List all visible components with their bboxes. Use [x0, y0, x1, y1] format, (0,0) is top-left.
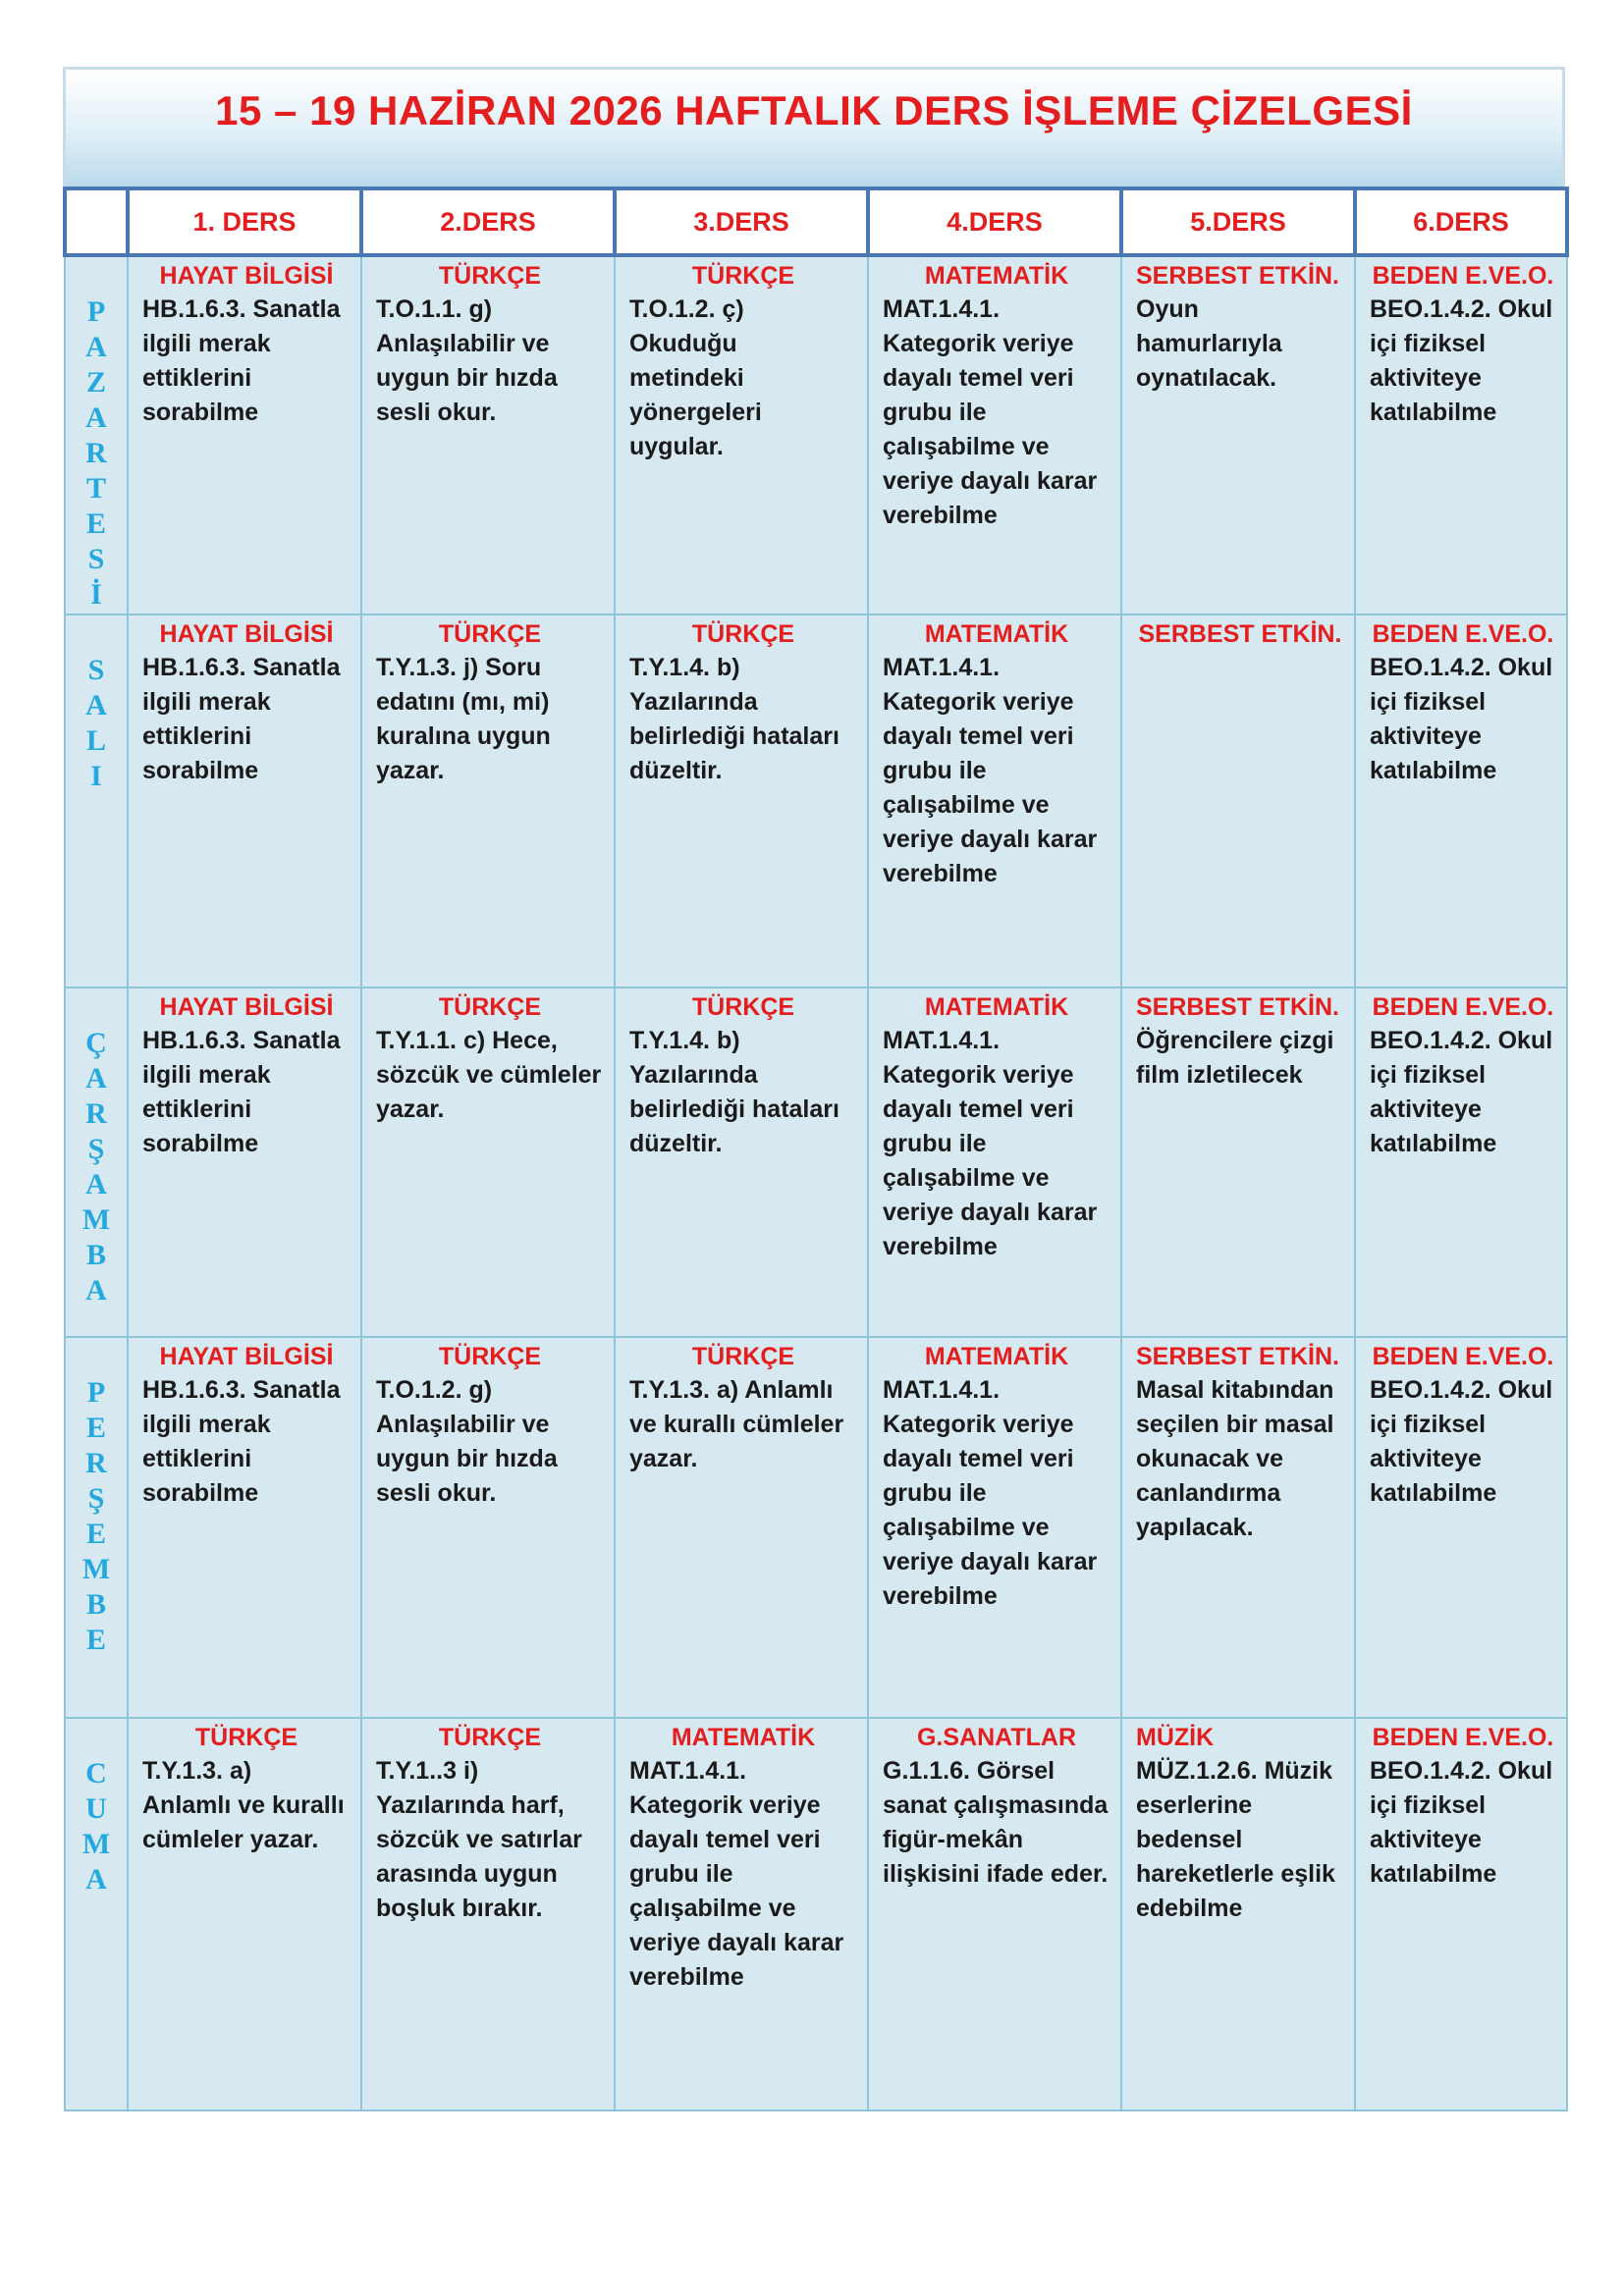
title-bar — [63, 67, 1565, 187]
lesson-subject: TÜRKÇE — [438, 1343, 542, 1370]
lesson-subject: MATEMATİK — [924, 993, 1069, 1021]
lesson-cell — [1355, 1337, 1567, 1718]
lesson-outcome: HB.1.6.3. Sanatla ilgili merak ettiklerini sorabilme — [142, 1376, 341, 1507]
lesson-cell — [1121, 614, 1355, 988]
lesson-cell — [868, 988, 1121, 1337]
lesson-subject: HAYAT BİLGİSİ — [159, 993, 334, 1021]
day-letter: M — [81, 1828, 111, 1860]
day-letter: A — [85, 1168, 107, 1201]
lesson-outcome: BEO.1.4.2. Okul içi fiziksel aktiviteye katılabilme — [1370, 1757, 1553, 1888]
lesson-outcome: Masal kitabından seçilen bir masal okunacak ve canlandırma yapılacak. — [1136, 1376, 1334, 1541]
page-title: 15 – 19 HAZİRAN 2026 HAFTALIK DERS İŞLEME ÇİZELGESİ — [215, 87, 1413, 133]
lesson-subject: TÜRKÇE — [438, 1724, 542, 1751]
lesson-outcome: G.1.1.6. Görsel sanat çalışmasında figür-mekân ilişkisini ifade eder. — [883, 1757, 1109, 1888]
day-letter: B — [85, 1588, 106, 1621]
day-letter: Ş — [87, 1482, 105, 1515]
day-name — [66, 988, 127, 1308]
day-letter: A — [85, 401, 107, 434]
lesson-subject: BEDEN E.VE.O. — [1372, 1343, 1554, 1370]
lesson-subject: BEDEN E.VE.O. — [1372, 262, 1554, 290]
lesson-subject: BEDEN E.VE.O. — [1372, 620, 1554, 648]
day-letter: M — [81, 1553, 111, 1585]
day-letter: A — [85, 331, 107, 363]
day-row — [65, 1337, 1567, 1718]
day-name-cell — [65, 255, 128, 614]
lesson-outcome: T.O.1.1. g) Anlaşılabilir ve uygun bir hızda sesli okur. — [376, 295, 558, 426]
lesson-cell — [615, 1337, 868, 1718]
day-name-cell — [65, 988, 128, 1337]
lesson-cell — [615, 988, 868, 1337]
day-name-cell — [65, 614, 128, 988]
day-letter: E — [85, 1624, 106, 1656]
corner-cell — [65, 188, 128, 255]
day-letter: A — [85, 689, 107, 721]
day-letter: R — [85, 1447, 107, 1479]
lesson-outcome: Öğrencilere çizgi film izletilecek — [1136, 1027, 1334, 1089]
lesson-cell — [361, 988, 615, 1337]
lesson-cell — [1355, 1718, 1567, 2110]
lesson-subject: TÜRKÇE — [194, 1724, 298, 1751]
lesson-outcome: T.O.1.2. ç) Okuduğu metindeki yönergeleri uygular. — [629, 295, 762, 460]
header-lesson-4: 4.DERS — [868, 188, 1121, 255]
lesson-outcome: T.Y.1.3. a) Anlamlı ve kurallı cümleler yazar. — [629, 1376, 844, 1472]
day-letter: S — [87, 543, 105, 575]
lesson-subject: SERBEST ETKİN. — [1136, 993, 1339, 1021]
lesson-outcome: BEO.1.4.2. Okul içi fiziksel aktiviteye katılabilme — [1370, 654, 1553, 784]
lesson-outcome: MAT.1.4.1. Kategorik veriye dayalı temel veri grubu ile çalışabilme ve veriye dayalı karar verebilme — [883, 1027, 1098, 1260]
lesson-outcome: T.Y.1.3. a) Anlamlı ve kurallı cümleler yazar. — [142, 1757, 345, 1853]
lesson-cell — [868, 614, 1121, 988]
lesson-outcome: T.Y.1.1. c) Hece, sözcük ve cümleler yazar. — [376, 1027, 602, 1123]
lesson-subject: TÜRKÇE — [438, 993, 542, 1021]
lesson-subject: TÜRKÇE — [691, 993, 795, 1021]
day-name-cell — [65, 1337, 128, 1718]
day-letter: R — [85, 1097, 107, 1130]
lesson-subject: BEDEN E.VE.O. — [1372, 993, 1554, 1021]
day-row — [65, 614, 1567, 988]
lesson-outcome: T.Y.1.4. b) Yazılarında belirlediği hataları düzeltir. — [629, 1027, 839, 1157]
day-letter: B — [85, 1239, 106, 1271]
lesson-outcome: T.Y.1.4. b) Yazılarında belirlediği hataları düzeltir. — [629, 654, 839, 784]
lesson-outcome: HB.1.6.3. Sanatla ilgili merak ettiklerini sorabilme — [142, 1027, 341, 1157]
day-letter: A — [85, 1274, 107, 1307]
day-letter: I — [90, 760, 102, 792]
day-letter: M — [81, 1203, 111, 1236]
day-letter: R — [85, 437, 107, 469]
lesson-subject: TÜRKÇE — [691, 620, 795, 648]
lesson-outcome: T.O.1.2. g) Anlaşılabilir ve uygun bir hızda sesli okur. — [376, 1376, 558, 1507]
day-letter: P — [86, 1376, 106, 1409]
lesson-subject: SERBEST ETKİN. — [1138, 620, 1342, 648]
lesson-subject: MATEMATİK — [924, 262, 1069, 290]
lesson-subject: HAYAT BİLGİSİ — [159, 620, 334, 648]
lesson-subject: TÜRKÇE — [438, 620, 542, 648]
lesson-cell — [1121, 255, 1355, 614]
lesson-subject: TÜRKÇE — [691, 1343, 795, 1370]
day-letter: E — [85, 1412, 106, 1444]
lesson-cell — [1121, 988, 1355, 1337]
lesson-outcome: T.Y.1.3. j) Soru edatını (mı, mi) kuralına uygun yazar. — [376, 654, 551, 784]
day-letter: Ş — [87, 1133, 105, 1165]
lesson-subject: HAYAT BİLGİSİ — [159, 262, 334, 290]
day-letter: C — [85, 1757, 107, 1789]
day-row — [65, 988, 1567, 1337]
lesson-cell — [128, 1718, 361, 2110]
schedule-table — [63, 187, 1569, 2111]
day-letter: P — [86, 295, 106, 328]
lesson-cell — [615, 614, 868, 988]
lesson-cell — [361, 1337, 615, 1718]
lesson-cell — [128, 1337, 361, 1718]
lesson-outcome: BEO.1.4.2. Okul içi fiziksel aktiviteye katılabilme — [1370, 295, 1553, 426]
lesson-subject: MÜZİK — [1136, 1724, 1215, 1751]
header-lesson-3: 3.DERS — [615, 188, 868, 255]
day-name — [66, 257, 127, 613]
lesson-subject: SERBEST ETKİN. — [1136, 262, 1339, 290]
day-letter: Z — [85, 366, 106, 399]
lesson-cell — [1355, 988, 1567, 1337]
lesson-subject: G.SANATLAR — [916, 1724, 1077, 1751]
lesson-cell — [361, 255, 615, 614]
day-letter: L — [85, 724, 106, 757]
lesson-outcome: Oyun hamurlarıyla oynatılacak. — [1136, 295, 1282, 392]
day-letter: E — [85, 1518, 106, 1550]
header-lesson-2: 2.DERS — [361, 188, 615, 255]
header-lesson-5: 5.DERS — [1121, 188, 1355, 255]
day-letter: İ — [90, 578, 102, 611]
day-name — [66, 1719, 127, 1897]
day-letter: T — [85, 472, 106, 505]
day-row — [65, 255, 1567, 614]
lesson-subject: MATEMATİK — [924, 1343, 1069, 1370]
lesson-cell — [361, 1718, 615, 2110]
lesson-outcome: HB.1.6.3. Sanatla ilgili merak ettiklerini sorabilme — [142, 295, 341, 426]
lesson-cell — [128, 614, 361, 988]
day-letter: S — [87, 654, 105, 686]
lesson-outcome: BEO.1.4.2. Okul içi fiziksel aktiviteye katılabilme — [1370, 1027, 1553, 1157]
lesson-cell — [128, 988, 361, 1337]
day-letter: U — [85, 1792, 107, 1825]
header-row — [65, 188, 1567, 255]
day-letter: Ç — [85, 1027, 107, 1059]
lesson-subject: SERBEST ETKİN. — [1136, 1343, 1339, 1370]
lesson-subject: MATEMATİK — [924, 620, 1069, 648]
day-letter: A — [85, 1062, 107, 1095]
lesson-cell — [615, 1718, 868, 2110]
lesson-subject: HAYAT BİLGİSİ — [159, 1343, 334, 1370]
lesson-outcome: MÜZ.1.2.6. Müzik eserlerine bedensel hareketlerle eşlik edebilme — [1136, 1757, 1335, 1922]
day-letter: A — [85, 1863, 107, 1896]
lesson-cell — [1121, 1718, 1355, 2110]
day-letter: E — [85, 507, 106, 540]
lesson-outcome: MAT.1.4.1. Kategorik veriye dayalı temel veri grubu ile çalışabilme ve veriye dayalı karar verebilme — [883, 295, 1098, 529]
lesson-cell — [868, 1718, 1121, 2110]
day-name — [66, 615, 127, 794]
day-name — [66, 1338, 127, 1658]
lesson-cell — [615, 255, 868, 614]
lesson-subject: TÜRKÇE — [438, 262, 542, 290]
lesson-outcome: MAT.1.4.1. Kategorik veriye dayalı temel veri grubu ile çalışabilme ve veriye dayalı karar verebilme — [883, 1376, 1098, 1610]
lesson-subject: MATEMATİK — [671, 1724, 816, 1751]
lesson-cell — [1355, 614, 1567, 988]
header-lesson-1: 1. DERS — [128, 188, 361, 255]
header-lesson-6: 6.DERS — [1355, 188, 1567, 255]
lesson-subject: BEDEN E.VE.O. — [1372, 1724, 1554, 1751]
lesson-cell — [1121, 1337, 1355, 1718]
lesson-outcome: BEO.1.4.2. Okul içi fiziksel aktiviteye katılabilme — [1370, 1376, 1553, 1507]
lesson-cell — [868, 1337, 1121, 1718]
lesson-cell — [128, 255, 361, 614]
schedule-sheet — [63, 67, 1565, 2111]
lesson-cell — [868, 255, 1121, 614]
lesson-cell — [1355, 255, 1567, 614]
lesson-outcome: T.Y.1..3 i) Yazılarında harf, sözcük ve satırlar arasında uygun boşluk bırakır. — [376, 1757, 582, 1922]
lesson-subject: TÜRKÇE — [691, 262, 795, 290]
day-row — [65, 1718, 1567, 2110]
lesson-outcome: MAT.1.4.1. Kategorik veriye dayalı temel veri grubu ile çalışabilme ve veriye dayalı karar verebilme — [629, 1757, 844, 1991]
lesson-cell — [361, 614, 615, 988]
lesson-outcome: HB.1.6.3. Sanatla ilgili merak ettiklerini sorabilme — [142, 654, 341, 784]
day-name-cell — [65, 1718, 128, 2110]
lesson-outcome: MAT.1.4.1. Kategorik veriye dayalı temel veri grubu ile çalışabilme ve veriye dayalı karar verebilme — [883, 654, 1098, 887]
